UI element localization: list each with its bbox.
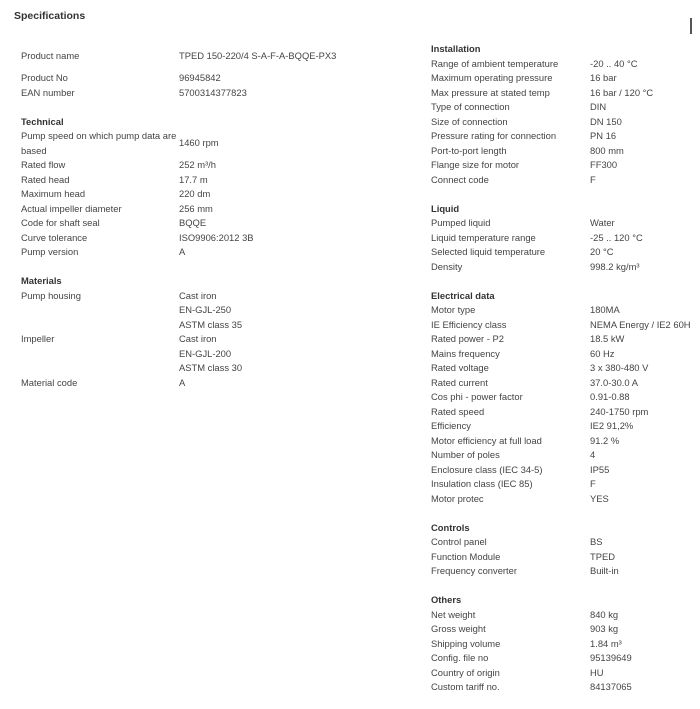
spec-value: 1460 rpm <box>179 137 219 149</box>
spec-row-material-code <box>21 376 401 391</box>
spec-value: Cast iron <box>179 289 217 301</box>
spec-label: Flange size for motor <box>431 159 520 170</box>
spec-value: 84137065 <box>590 681 632 693</box>
spec-value: 252 m³/h <box>179 159 216 171</box>
spec-value: TPED <box>590 550 616 562</box>
spec-row-ean <box>21 86 401 101</box>
spec-row <box>431 448 700 463</box>
spec-value: 18.5 kW <box>590 333 625 345</box>
spec-value: -25 .. 120 °C <box>590 231 643 243</box>
spec-row <box>431 144 700 159</box>
spec-row <box>431 173 700 188</box>
spec-value: F <box>590 173 596 185</box>
spec-row <box>431 318 700 333</box>
spec-value: 16 bar / 120 °C <box>590 86 654 98</box>
spec-row <box>431 376 700 391</box>
spec-value: -20 .. 40 °C <box>590 57 638 69</box>
spec-value: 95139649 <box>590 652 632 664</box>
spec-row-impeller <box>21 332 401 376</box>
spec-value: ASTM class 30 <box>179 362 243 374</box>
spec-value: 20 °C <box>590 246 614 258</box>
spec-label: Actual impeller diameter <box>21 202 122 214</box>
scrollbar-thumb[interactable] <box>690 18 692 34</box>
general-section <box>21 42 401 100</box>
spec-label: Config. file no <box>431 652 489 664</box>
liquid-section <box>431 202 700 275</box>
spec-value: 5700314377823 <box>179 86 247 98</box>
spec-value: 240-1750 rpm <box>590 405 649 417</box>
spec-label: Range of ambient temperature <box>431 57 559 69</box>
spec-label: Net weight <box>431 608 476 620</box>
spec-label: Pump speed on which pump data are based <box>21 130 177 156</box>
spec-label: Country of origin <box>431 666 500 678</box>
spec-value: F <box>590 478 596 490</box>
spec-label: Enclosure class (IEC 34-5) <box>431 463 543 475</box>
spec-label: Pumped liquid <box>431 217 491 229</box>
spec-label: IE Efficiency class <box>431 318 507 330</box>
spec-value: 1.84 m³ <box>590 637 622 649</box>
section-title: Installation <box>431 43 481 54</box>
spec-value: BS <box>590 536 603 548</box>
spec-value: HU <box>590 666 604 678</box>
spec-row <box>431 347 700 362</box>
spec-value: 91.2 % <box>590 434 620 446</box>
right-column <box>431 42 700 709</box>
spec-row <box>431 666 700 681</box>
spec-row <box>431 260 700 275</box>
section-title: Electrical data <box>431 289 495 301</box>
spec-value: NEMA Energy / IE2 60H <box>590 318 691 330</box>
spec-label: Motor protec <box>431 492 484 504</box>
spec-value: 180MA <box>590 304 620 316</box>
section-title: Materials <box>21 275 62 287</box>
spec-label: Rated flow <box>21 159 66 171</box>
spec-value: Water <box>590 217 615 229</box>
spec-row <box>431 361 700 376</box>
left-column <box>21 42 401 405</box>
spec-value: TPED 150-220/4 S-A-F-A-BQQE-PX3 <box>179 50 337 62</box>
spec-row <box>431 71 700 86</box>
spec-row <box>431 535 700 550</box>
spec-row <box>431 637 700 652</box>
controls-section <box>431 521 700 579</box>
spec-label: Connect code <box>431 173 489 185</box>
spec-label: Efficiency <box>431 420 471 432</box>
spec-label: Pump housing <box>21 289 81 301</box>
spec-row <box>431 231 700 246</box>
spec-row <box>431 115 700 130</box>
spec-row <box>21 231 401 246</box>
spec-label: Number of poles <box>431 449 500 461</box>
spec-row <box>21 187 401 202</box>
spec-value: A <box>179 246 186 258</box>
spec-label: EAN number <box>21 86 75 98</box>
spec-row <box>431 477 700 492</box>
spec-row-product-no <box>21 71 401 86</box>
spec-label: Liquid temperature range <box>431 231 536 243</box>
spec-label: Product name <box>21 50 80 62</box>
spec-row <box>431 390 700 405</box>
spec-row <box>21 173 401 188</box>
spec-label: Shipping volume <box>431 637 501 649</box>
spec-row <box>431 129 700 144</box>
spec-value: 800 mm <box>590 144 624 156</box>
spec-row-pump-housing <box>21 289 401 333</box>
electrical-section <box>431 289 700 507</box>
spec-row <box>431 158 700 173</box>
spec-label: Port-to-port length <box>431 144 507 156</box>
spec-label: Custom tariff no. <box>431 681 500 693</box>
spec-row <box>21 129 401 158</box>
spec-value: PN 16 <box>590 130 617 141</box>
spec-label: Motor type <box>431 304 476 316</box>
spec-label: Rated power - P2 <box>431 333 504 345</box>
spec-row <box>21 216 401 231</box>
spec-row <box>431 86 700 101</box>
spec-row <box>431 492 700 507</box>
spec-value: 903 kg <box>590 623 619 635</box>
spec-label: Pressure rating for connection <box>431 130 557 141</box>
spec-row-product-name <box>21 42 401 71</box>
spec-row <box>431 216 700 231</box>
spec-label: Code for shaft seal <box>21 217 100 229</box>
spec-label: Cos phi - power factor <box>431 391 523 403</box>
spec-value: 220 dm <box>179 188 211 200</box>
spec-label: Maximum head <box>21 188 86 200</box>
spec-row <box>431 57 700 72</box>
spec-value: 840 kg <box>590 608 619 620</box>
spec-row <box>21 245 401 260</box>
spec-label: Motor efficiency at full load <box>431 434 542 446</box>
materials-section <box>21 274 401 390</box>
spec-label: Mains frequency <box>431 347 500 359</box>
spec-row <box>431 419 700 434</box>
spec-value: Cast iron <box>179 333 217 345</box>
spec-label: Rated speed <box>431 405 485 417</box>
spec-value: EN-GJL-250 <box>179 304 232 316</box>
spec-value: DIN <box>590 101 607 112</box>
spec-row <box>431 100 700 115</box>
spec-value: A <box>179 376 186 388</box>
spec-row <box>431 550 700 565</box>
spec-label: Gross weight <box>431 623 486 635</box>
spec-value: BQQE <box>179 217 207 229</box>
spec-label: Function Module <box>431 550 501 562</box>
spec-value: 96945842 <box>179 72 221 83</box>
spec-label: Frequency converter <box>431 565 517 577</box>
spec-row <box>431 608 700 623</box>
spec-row <box>431 680 700 695</box>
spec-label: Density <box>431 260 463 272</box>
spec-label: Insulation class (IEC 85) <box>431 478 533 490</box>
spec-value: 17.7 m <box>179 173 208 185</box>
section-title: Others <box>431 594 462 606</box>
spec-value: Built-in <box>590 565 619 577</box>
spec-row <box>431 651 700 666</box>
spec-row <box>21 202 401 217</box>
spec-label: Product No <box>21 72 68 83</box>
spec-row <box>431 405 700 420</box>
spec-value: 3 x 380-480 V <box>590 362 649 374</box>
spec-value: IP55 <box>590 463 610 475</box>
spec-label: Max pressure at stated temp <box>431 86 550 98</box>
spec-value: ASTM class 35 <box>179 318 243 330</box>
spec-value: 60 Hz <box>590 347 615 359</box>
spec-value: 37.0-30.0 A <box>590 376 638 388</box>
others-section <box>431 593 700 695</box>
spec-row <box>431 434 700 449</box>
spec-value: 998.2 kg/m³ <box>590 260 640 272</box>
spec-label: Rated head <box>21 173 70 185</box>
section-title: Technical <box>21 115 64 127</box>
installation-section <box>431 42 700 187</box>
spec-value-list <box>179 289 242 333</box>
spec-value-list <box>179 332 242 376</box>
spec-label: Pump version <box>21 246 79 258</box>
section-title: Controls <box>431 521 470 533</box>
spec-label: Control panel <box>431 536 487 548</box>
spec-label: Size of connection <box>431 115 508 127</box>
spec-row <box>431 303 700 318</box>
section-title: Liquid <box>431 202 460 214</box>
spec-row <box>431 564 700 579</box>
spec-row <box>431 463 700 478</box>
spec-label: Maximum operating pressure <box>431 72 553 83</box>
spec-label: Rated current <box>431 376 488 388</box>
spec-row <box>21 158 401 173</box>
spec-row <box>431 622 700 637</box>
spec-value: DN 150 <box>590 115 622 127</box>
spec-value: FF300 <box>590 159 618 170</box>
spec-value: EN-GJL-200 <box>179 347 232 359</box>
spec-row <box>431 245 700 260</box>
technical-section <box>21 115 401 260</box>
spec-value: ISO9906:2012 3B <box>179 231 254 243</box>
spec-label: Material code <box>21 376 78 388</box>
spec-label: Curve tolerance <box>21 231 88 243</box>
page-title: Specifications <box>14 10 86 22</box>
spec-label: Rated voltage <box>431 362 489 374</box>
spec-label: Impeller <box>21 333 55 345</box>
spec-row <box>431 332 700 347</box>
spec-value: 4 <box>590 449 596 461</box>
spec-value: 16 bar <box>590 72 617 83</box>
spec-label: Selected liquid temperature <box>431 246 546 258</box>
spec-value: 0.91-0.88 <box>590 391 630 403</box>
spec-label: Type of connection <box>431 101 510 112</box>
spec-value: 256 mm <box>179 202 213 214</box>
spec-value: YES <box>590 492 609 504</box>
spec-value: IE2 91,2% <box>590 420 634 432</box>
